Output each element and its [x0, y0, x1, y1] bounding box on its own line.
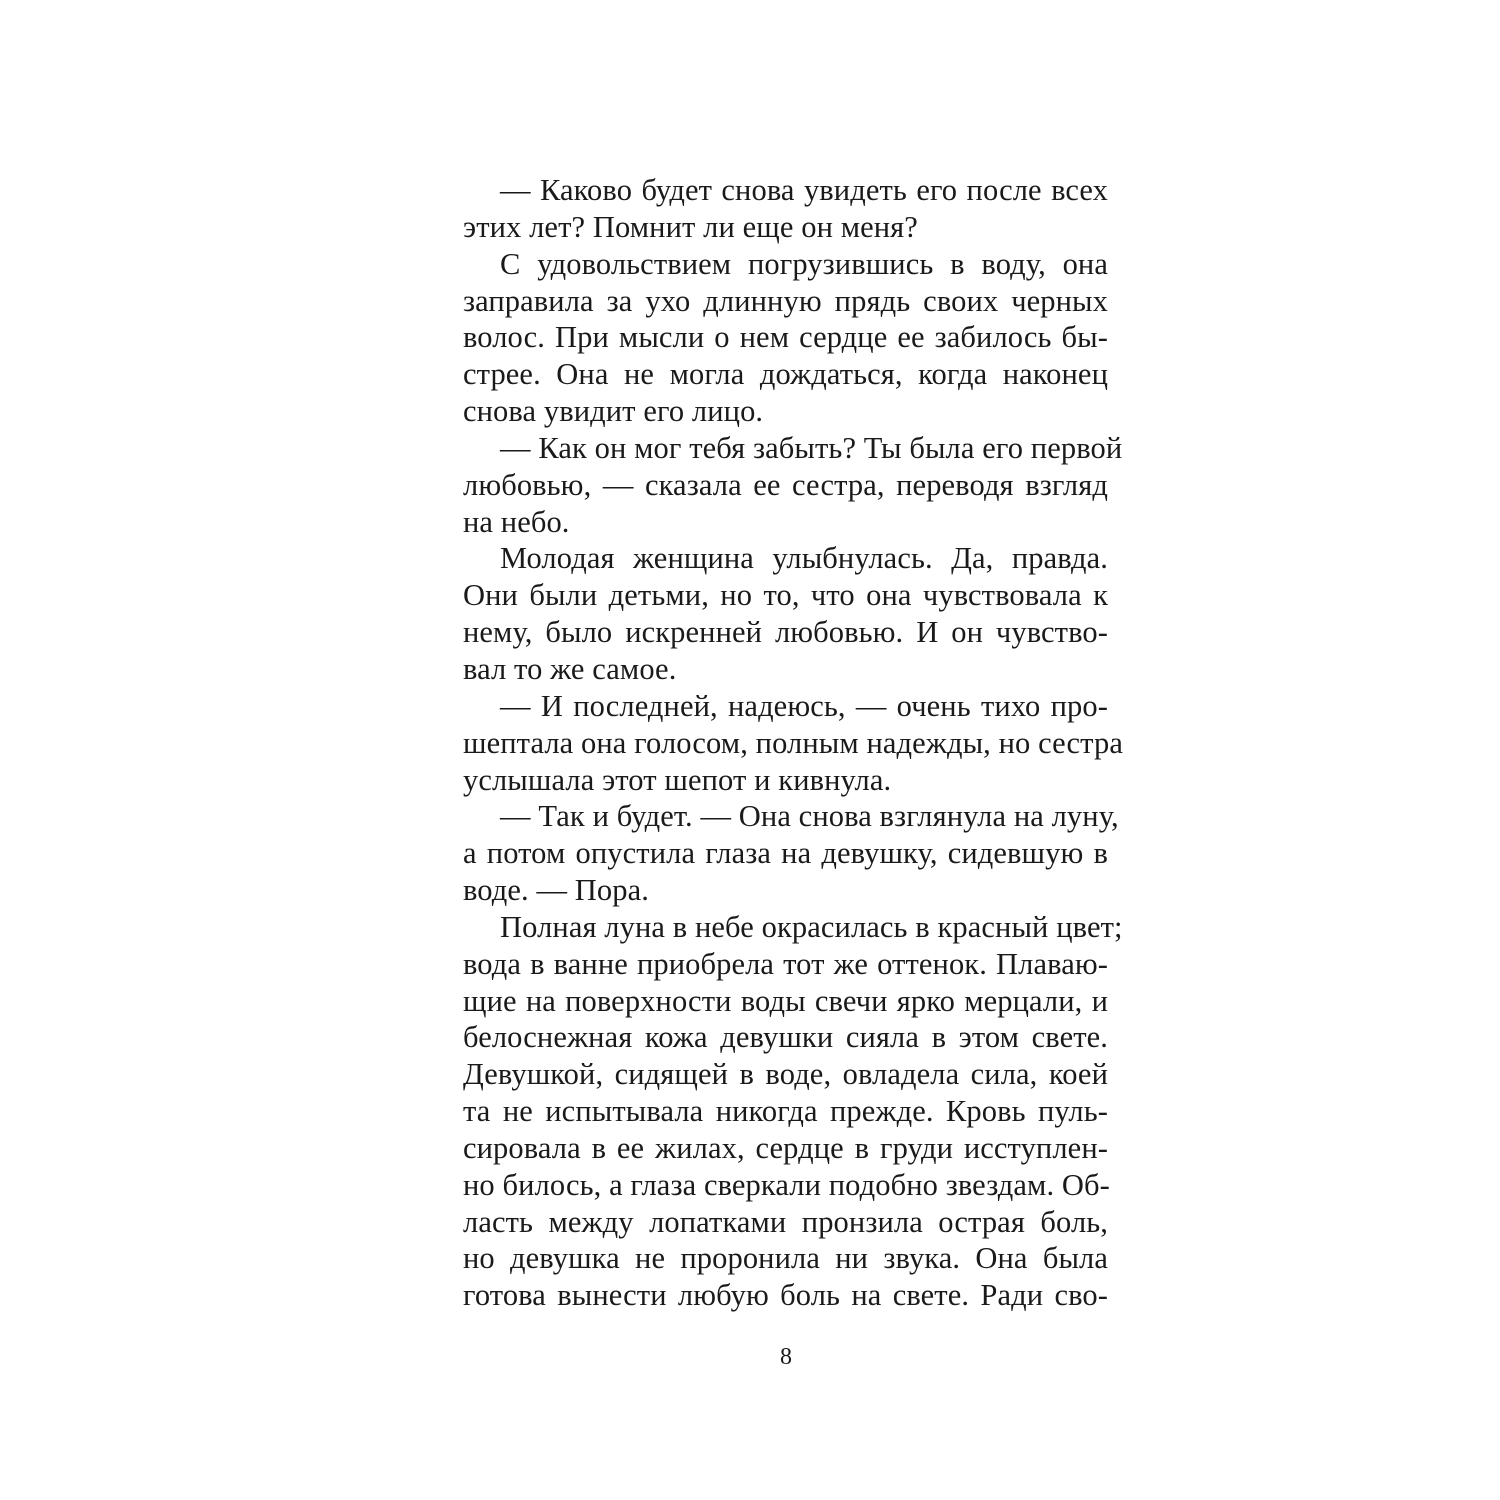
text-line: но девушка не проронила ни звука. Она была	[463, 1241, 1108, 1276]
text-line: вал то же самое.	[463, 651, 677, 686]
page-number: 8	[780, 1344, 792, 1370]
text-line: вода в ванне приобрела тот же оттенок. Плаваю-	[463, 946, 1108, 981]
text-line: снова увидит его лицо.	[463, 394, 764, 429]
text-line: сировала в ее жилах, сердце в груди исступлен-	[463, 1130, 1108, 1165]
text-line: а потом опустила глаза на девушку, сидевшую в	[463, 836, 1108, 871]
text-line: — Как он мог тебя забыть? Ты была его первой	[500, 430, 1123, 465]
text-line: — И последней, надеюсь, — очень тихо про-	[500, 688, 1108, 723]
text-line: стрее. Она не могла дождаться, когда наконец	[463, 357, 1108, 392]
text-line: — Каково будет снова увидеть его после всех	[500, 173, 1108, 207]
text-line: воде. — Пора.	[463, 873, 649, 908]
text-line: та не испытывала никогда прежде. Кровь пуль-	[463, 1094, 1108, 1129]
text-line: Девушкой, сидящей в воде, овладела сила, коей	[463, 1057, 1108, 1092]
text-line: услышала этот шепот и кивнула.	[463, 762, 892, 797]
text-line: Полная луна в небе окрасилась в красный цвет;	[500, 909, 1123, 944]
text-line: любовью, — сказала ее сестра, переводя взгляд	[463, 467, 1108, 502]
text-line: нему, было искренней любовью. И он чувство-	[463, 615, 1108, 650]
body-text	[463, 172, 1123, 1314]
text-line: готова вынести любую боль на свете. Ради сво-	[463, 1278, 1108, 1313]
text-line: на небо.	[463, 504, 570, 539]
text-line: заправила за ухо длинную прядь своих черных	[463, 283, 1108, 318]
text-line: волос. При мысли о нем сердце ее забилось бы-	[463, 320, 1108, 355]
text-line: шептала она голосом, полным надежды, но сестра	[463, 725, 1123, 760]
text-line: С удовольствием погрузившись в воду, она	[500, 246, 1108, 281]
text-line: этих лет? Помнит ли еще он меня?	[463, 209, 918, 244]
text-line: ласть между лопатками пронзила острая боль,	[463, 1204, 1108, 1239]
text-line: щие на поверхности воды свечи ярко мерцали, и	[463, 983, 1108, 1018]
text-line: белоснежная кожа девушки сияла в этом свете.	[463, 1020, 1108, 1055]
text-line: Молодая женщина улыбнулась. Да, правда.	[500, 541, 1108, 576]
text-line: Они были детьми, но то, что она чувствовала к	[463, 578, 1108, 613]
text-line: но билось, а глаза сверкали подобно звездам. Об-	[463, 1167, 1110, 1202]
text-line: — Так и будет. — Она снова взглянула на луну,	[500, 799, 1119, 834]
